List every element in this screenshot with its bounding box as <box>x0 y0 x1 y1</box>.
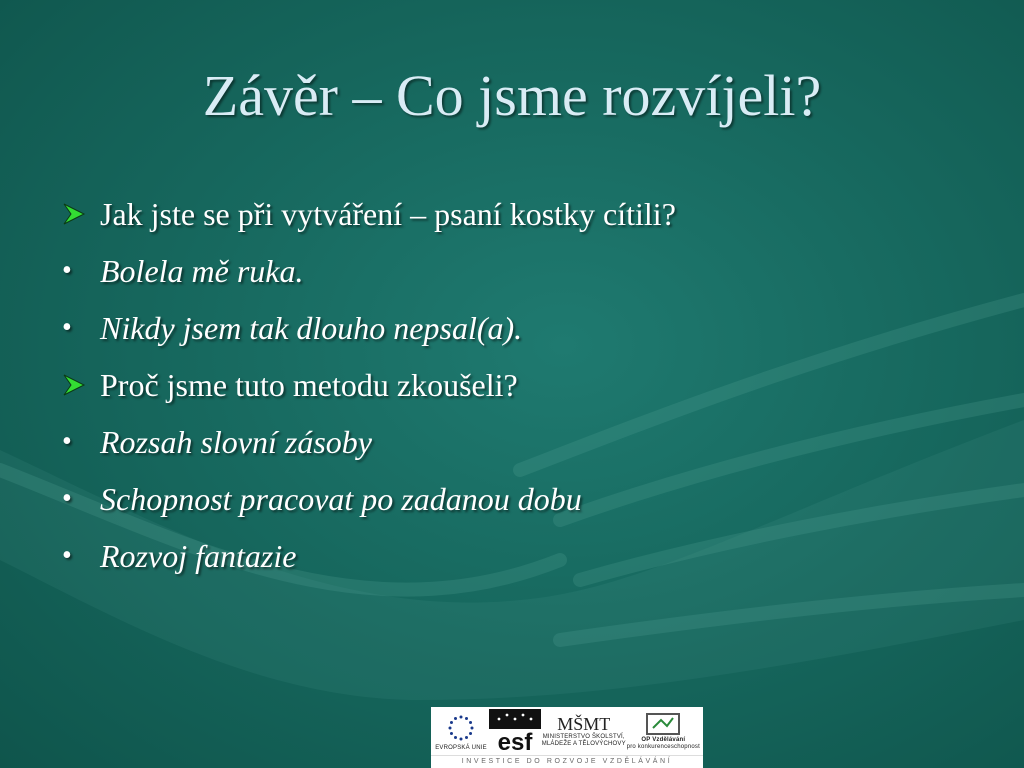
msmt-label-2: MLÁDEŽE A TĚLOVÝCHOVY <box>541 741 626 747</box>
bullet-item <box>62 363 762 407</box>
bullet-text: Schopnost pracovat po zadanou dobu <box>100 481 582 517</box>
msmt-label-1: MINISTERSTVO ŠKOLSTVÍ, <box>542 734 625 740</box>
bullet-text: Jak jste se při vytváření – psaní kostky cítili? <box>100 196 676 232</box>
bullet-item <box>62 420 762 464</box>
esf-label: esf <box>497 729 533 753</box>
esf-logo <box>489 709 541 753</box>
slide-title: Závěr – Co jsme rozvíjeli? <box>202 63 822 128</box>
bullet-text: Nikdy jsem tak dlouho nepsal(a). <box>100 310 523 346</box>
eu-label: EVROPSKÁ UNIE <box>435 744 487 751</box>
bullet-item <box>62 192 762 236</box>
bullet-text: Proč jsme tuto metodu zkoušeli? <box>100 367 518 403</box>
arrow-bullet-icon <box>62 363 92 407</box>
dot-bullet-icon: • <box>62 483 72 514</box>
dot-bullet-icon: • <box>62 312 72 343</box>
eu-flag-icon <box>434 711 488 745</box>
msmt-mark: MŠMT <box>557 714 611 734</box>
eu-logo <box>434 711 488 752</box>
dot-bullet-icon: • <box>62 426 72 457</box>
bullet-text: Rozsah slovní zásoby <box>100 424 372 460</box>
bullet-item <box>62 249 762 293</box>
bullet-item <box>62 534 762 578</box>
bullet-item <box>62 477 762 521</box>
arrow-bullet-icon <box>62 192 92 236</box>
op-label-2: pro konkurenceschopnost <box>626 744 700 750</box>
logos-footer: INVESTICE DO ROZVOJE VZDĚLÁVÁNÍ <box>431 755 703 768</box>
funding-logos-banner <box>431 707 703 768</box>
bullet-item <box>62 306 762 350</box>
dot-bullet-icon: • <box>62 540 72 571</box>
dot-bullet-icon: • <box>62 255 72 286</box>
op-logo <box>627 711 700 751</box>
bullet-text: Rozvoj fantazie <box>100 538 297 574</box>
op-mark-icon <box>643 711 683 737</box>
msmt-logo <box>542 714 626 748</box>
esf-mark-icon <box>489 709 541 753</box>
bullet-list <box>62 192 762 591</box>
bullet-text: Bolela mě ruka. <box>100 253 304 289</box>
op-label-1: OP Vzdělávání <box>641 737 686 743</box>
